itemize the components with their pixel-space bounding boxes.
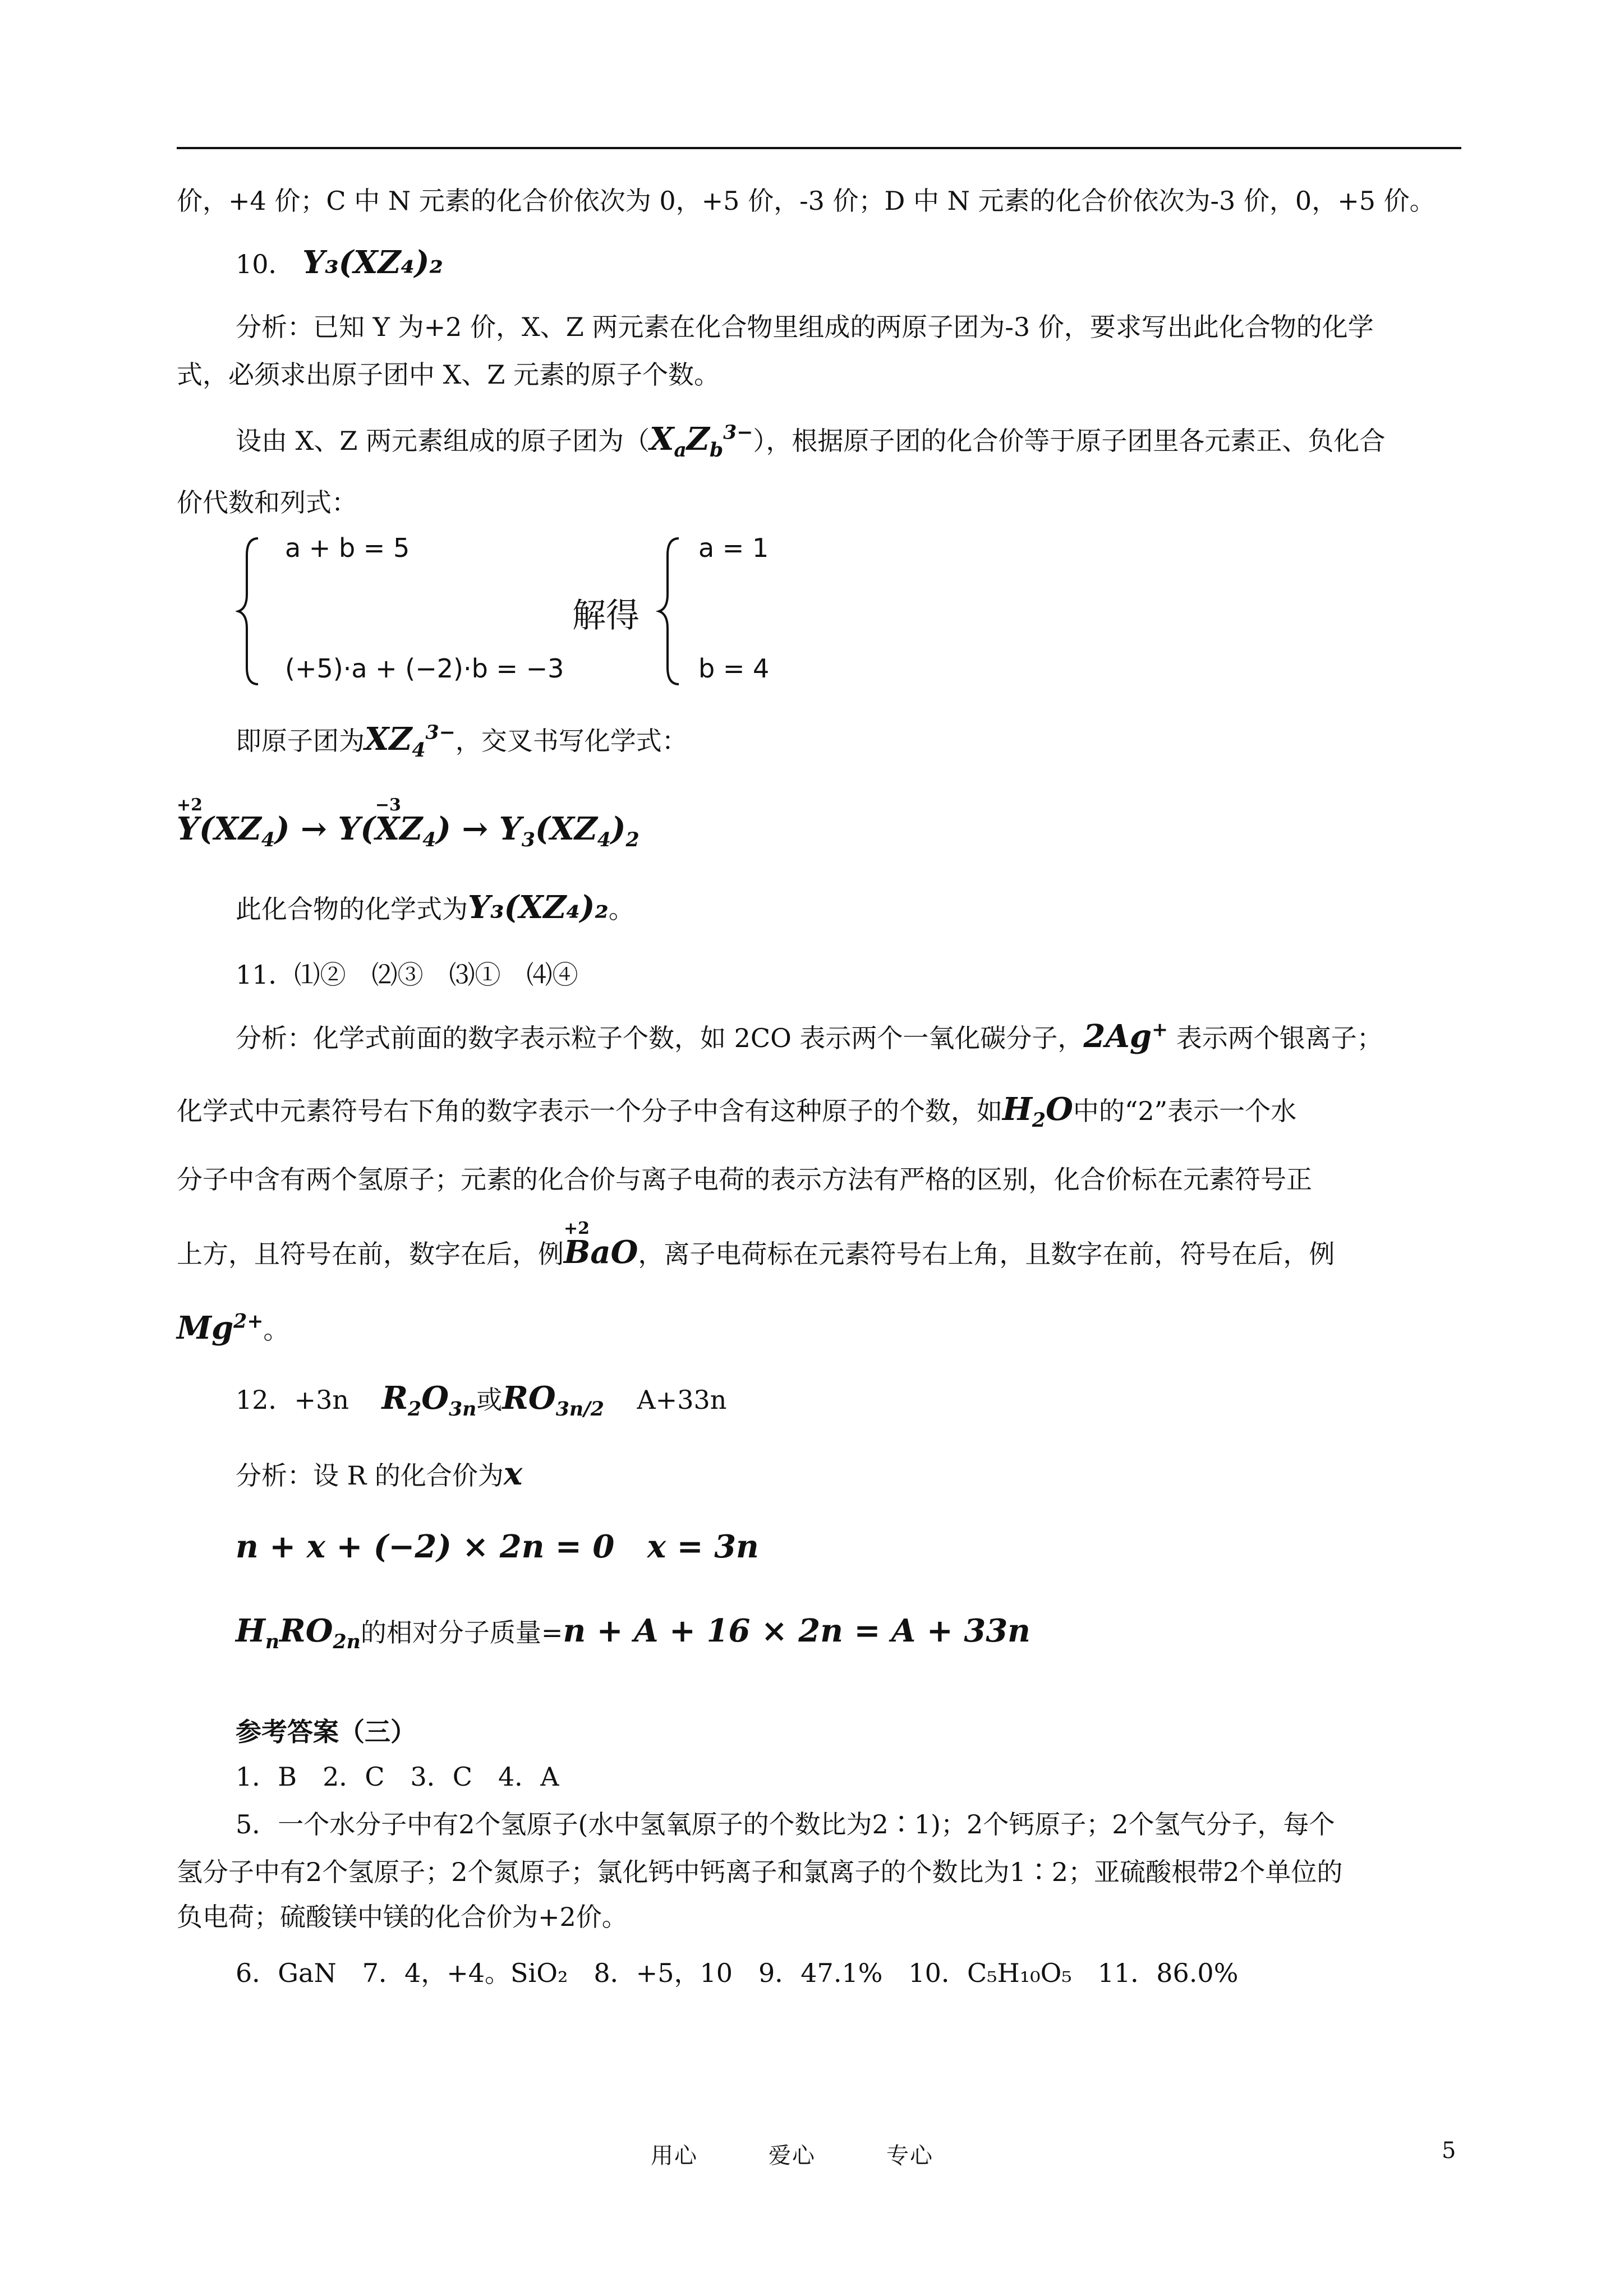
q10-analysis-line2: 式，必须求出原子团中 X、Z 元素的原子个数。 [177,359,720,390]
q11-a2a: 化学式中元素符号右下角的数字表示一个分子中含有这种原子的个数，如 [177,1096,1002,1126]
answers-line2: 5．一个水分子中有2个氢原子(水中氢氧原子的个数比为2∶1)；2个钙原子；2个氢气分子，每个 [236,1809,1335,1839]
q11-a4a: 上方，且符号在前，数字在后，例 [177,1239,564,1269]
answers-line3: 氢分子中有2个氢原子；2个氮原子；氯化钙中钙离子和氯离子的个数比为1∶2；亚硫酸根带2个单位的 [177,1857,1343,1887]
q12-equation-line [236,1528,1461,1565]
q11-analysis-line3: 分子中含有两个氢原子；元素的化合价与离子电荷的表示方法有严格的区别，化合价标在元素符号正 [177,1164,1312,1195]
q10-number: 10． [236,249,295,279]
hnro2n-formula: $H_nRO_{2n}$ [236,1612,361,1654]
footer-motto: 用心 爱心 专心 [651,2143,933,2169]
q10-result-formula: Y₃(XZ₄)₂ [468,889,609,926]
r2o3n-formula: $R_2O_{3n}$ [381,1380,477,1421]
q12-head: 12．+3n [236,1385,349,1415]
answers-title: 参考答案（三） [236,1717,416,1747]
q12-mass-line [236,1612,1461,1654]
q10-heading [236,244,1461,281]
q12-mass-label: 的相对分子质量= [360,1617,563,1648]
q10-setup-line [236,421,1461,462]
q12-a1: 分析：设 R 的化合价为 [236,1460,504,1491]
q10-group-line [236,721,1461,762]
q12-heading [236,1380,1461,1421]
q11-analysis-line1 [236,1018,1461,1055]
answers-line5: 6．GaN 7．4，+4。SiO₂ 8．+5，10 9．47.1% 10．C₅H₁₀O₅ 11．86.0% [236,1958,1239,1988]
answers-line1: 1．B 2．C 3．C 4．A [236,1762,559,1792]
solve-word: 解得 [572,596,640,635]
solution-b: b = 4 [698,653,770,684]
q12-equation: n + x + (−2) × 2n = 0 [236,1528,615,1565]
equation-1: a + b = 5 [285,533,410,563]
q10-group-pre: 即原子团为 [236,726,365,756]
q12-analysis-line: 分析：设 R 的化合价为x [236,1455,523,1492]
q11-answers: 11．⑴② ⑵③ ⑶① ⑷④ [236,960,578,990]
q10-group-post: ，交叉书写化学式： [455,726,688,756]
answers-line4: 负电荷；硫酸镁中镁的化合价为+2价。 [177,1902,628,1932]
q11-analysis-line2 [177,1091,1461,1132]
q11-a1: 分析：化学式前面的数字表示粒子个数，如 2CO 表示两个一氧化碳分子， [236,1023,1084,1053]
continued-line: 价，+4 价；C 中 N 元素的化合价依次为 0，+5 价，-3 价；D 中 N 元素的化合价依次为-3 价，0，+5 价。 [177,186,1436,216]
q10-result-post: 。 [608,894,634,924]
water-formula: $H_2O$ [1002,1091,1073,1132]
group-xz4: $XZ_4^{3-}$ [365,721,456,762]
q11-analysis-line4 [177,1219,1461,1271]
q10-analysis-line1: 分析：已知 Y 为+2 价，X、Z 两元素在化合物里组成的两原子团为-3 价，要求写出此化合物的化学 [236,312,1374,342]
group-xazb: $X_aZ_b^{3-}$ [649,421,753,462]
q11-a2b: 中的“2”表示一个水 [1073,1096,1297,1126]
mg-ion: $Mg^{2+}$ [177,1310,264,1347]
q11-a4b: ，离子电荷标在元素符号右上角，且数字在前，符号在后，例 [638,1239,1335,1269]
cross-writing-formula [177,795,1461,852]
q10-formula: Y₃(XZ₄)₂ [302,244,444,281]
q12-equation-b: x = 3n [647,1528,759,1565]
q11-a1b: 表示两个银离子； [1176,1023,1383,1053]
q11-analysis-line5 [177,1312,1461,1345]
page-number: 5 [1442,2138,1456,2164]
equation-2: (+5)·a + (−2)·b = −3 [285,653,564,684]
cross-formula: Y +2 $(XZ_4) \to Y(X$ −3 $Z_4) \to Y_3(XZ_4)_2$ [177,795,640,852]
q10-setup-pre: 设由 X、Z 两元素组成的原子团为（ [236,426,650,456]
header-rule [177,147,1461,149]
solution-a: a = 1 [698,533,769,563]
q11-a5: 。 [263,1315,289,1345]
q12-or: 或 [476,1385,503,1415]
silver-ion: 2Ag+ [1083,1018,1168,1055]
bao-valence: Ba +2 O [564,1219,638,1271]
q12-tail: A+33n [637,1385,727,1415]
q10-setup-post: ），根据原子团的化合价等于原子团里各元素正、负化合 [753,426,1386,456]
q10-result-pre: 此化合物的化学式为 [236,894,468,924]
q10-setup-line2: 价代数和列式： [177,487,357,518]
q12-mass-equation: n + A + 16 × 2n = A + 33n [563,1612,1030,1649]
q10-result-line [236,889,1461,926]
ro-3n-2-formula: $RO_{3n/2}$ [502,1380,604,1421]
